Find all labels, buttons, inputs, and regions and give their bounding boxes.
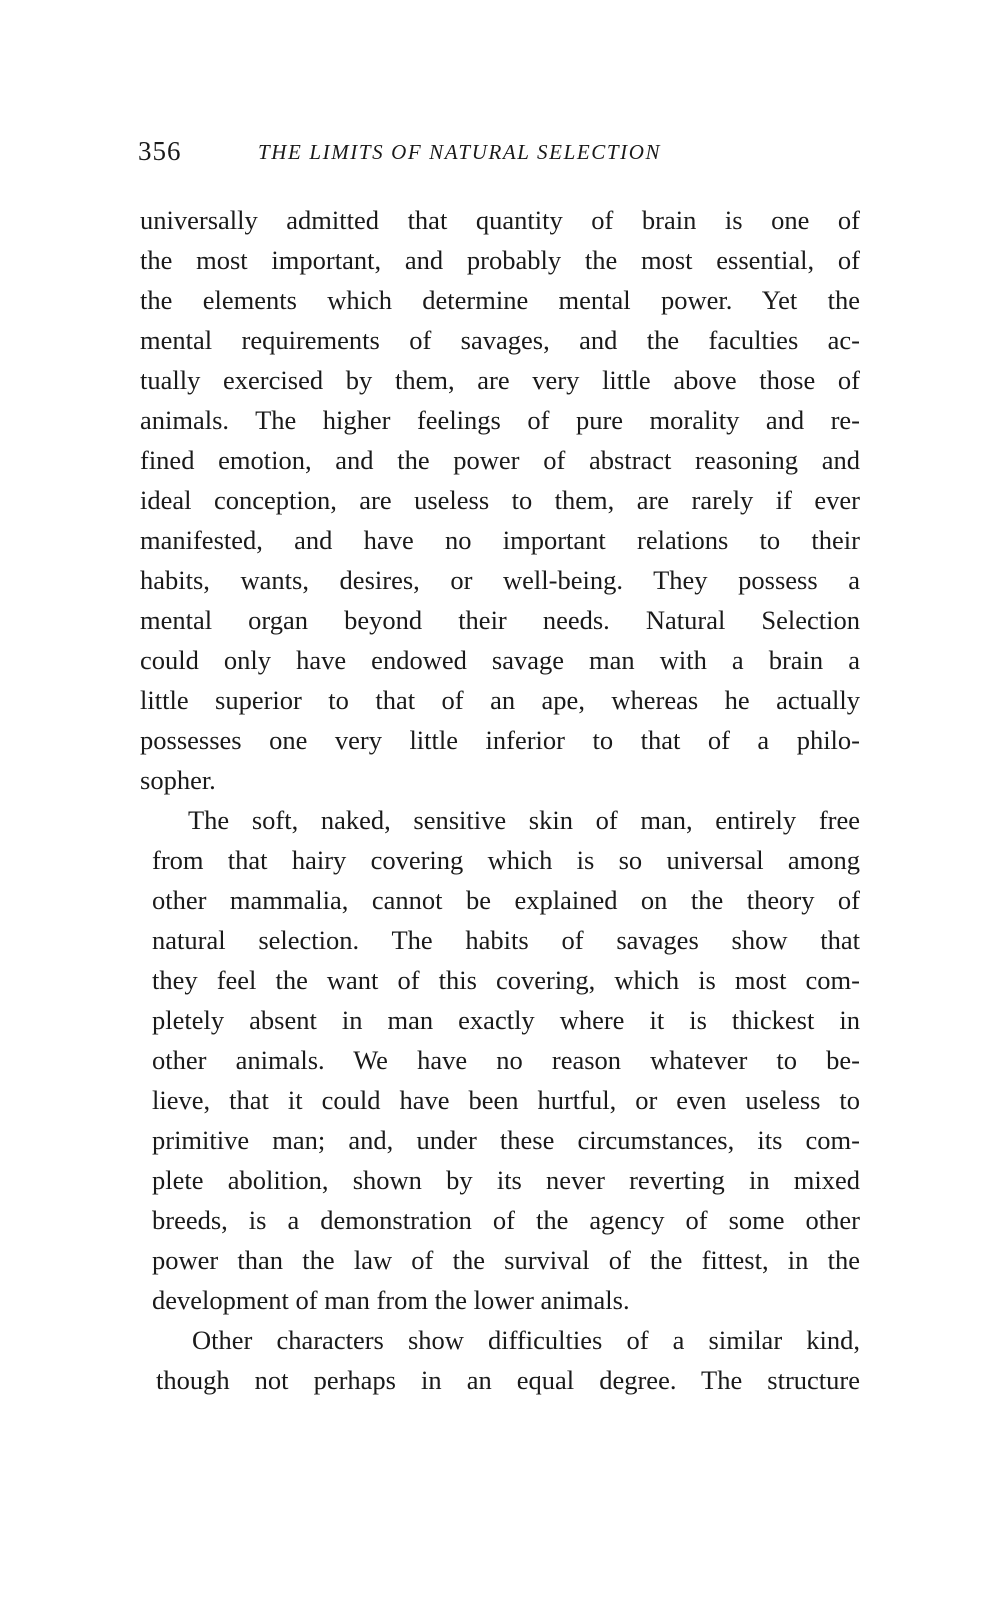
text-line: power than the law of the survival of the fittest, in the: [152, 1245, 860, 1275]
text-line: habits, wants, desires, or well-being. They possess a: [140, 565, 860, 595]
text-line: The soft, naked, sensitive skin of man, entirely free: [188, 805, 860, 835]
text-line: other animals. We have no reason whatever to be-: [152, 1045, 860, 1075]
text-line: fined emotion, and the power of abstract reasoning and: [140, 445, 860, 475]
text-line: the elements which determine mental power. Yet the: [140, 285, 860, 315]
text-line: they feel the want of this covering, which is most com-: [152, 965, 860, 995]
text-line: development of man from the lower animals.: [152, 1285, 630, 1315]
body-text: [140, 200, 860, 1400]
paragraph-2: [140, 800, 860, 1320]
text-line: the most important, and probably the most essential, of: [140, 245, 860, 275]
text-line: ideal conception, are useless to them, are rarely if ever: [140, 485, 860, 515]
text-line: plete abolition, shown by its never reverting in mixed: [152, 1165, 860, 1195]
text-line: lieve, that it could have been hurtful, or even useless to: [152, 1085, 860, 1115]
running-head: [138, 136, 858, 176]
text-line: mental organ beyond their needs. Natural Selection: [140, 605, 860, 635]
paragraph-3: [140, 1320, 860, 1400]
paragraph-1: [140, 200, 860, 800]
text-line: sopher.: [140, 765, 216, 795]
running-title: THE LIMITS OF NATURAL SELECTION: [258, 140, 662, 164]
text-line: could only have endowed savage man with a brain a: [140, 645, 860, 675]
text-line: Other characters show difficulties of a similar kind,: [192, 1325, 860, 1355]
text-line: tually exercised by them, are very little above those of: [140, 365, 860, 395]
text-line: primitive man; and, under these circumstances, its com-: [152, 1125, 860, 1155]
text-line: possesses one very little inferior to that of a philo-: [140, 725, 860, 755]
text-line: little superior to that of an ape, whereas he actually: [140, 685, 860, 715]
page-number: 356: [138, 136, 182, 166]
text-line: natural selection. The habits of savages show that: [152, 925, 860, 955]
text-line: animals. The higher feelings of pure morality and re-: [140, 405, 860, 435]
text-line: breeds, is a demonstration of the agency of some other: [152, 1205, 860, 1235]
text-line: mental requirements of savages, and the faculties ac-: [140, 325, 860, 355]
text-line: from that hairy covering which is so universal among: [152, 845, 860, 875]
text-line: other mammalia, cannot be explained on the theory of: [152, 885, 860, 915]
text-line: manifested, and have no important relations to their: [140, 525, 860, 555]
text-line: though not perhaps in an equal degree. The structure: [156, 1365, 860, 1395]
text-line: universally admitted that quantity of brain is one of: [140, 205, 860, 235]
text-line: pletely absent in man exactly where it is thickest in: [152, 1005, 860, 1035]
